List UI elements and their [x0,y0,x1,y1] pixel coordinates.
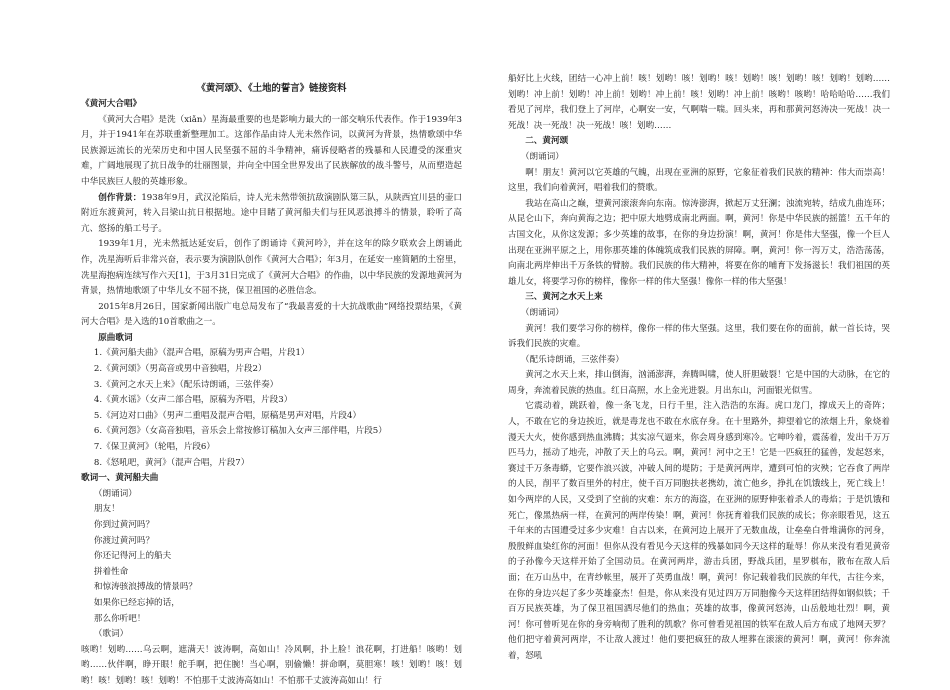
verse-line: 你到过黄河吗？ [93,520,155,531]
list-item: 3.《黄河之水天上来》（配乐诗朗诵，三弦伴奏） [93,379,279,390]
music-note: （配乐诗朗诵，三弦伴奏） [520,354,625,365]
verse-line: 和惊涛骇浪搏战的情景吗？ [93,582,198,593]
paragraph-ode-intro: 啊！朋友！黄河以它英雄的气魄，出现在亚洲的原野，它象征着我们民族的精神：伟大而崇高！这里，我们向着黄河，唱着我们的赞歌。 [508,167,890,194]
section-heading-heaven: 三、黄河之水天上来 [525,292,603,303]
recitation-note: （朗诵词） [520,307,564,318]
recitation-note: （朗诵词） [520,151,564,162]
verse-line: 如果你已经忘掉的话， [93,597,180,608]
paragraph-composition: 1939年1月，光未然抵达延安后，创作了朗诵诗《黄河吟》，并在这年的除夕联欢会上朗诵此作，冼星海听后非常兴奋，表示要为演剧队创作《黄河大合唱》；年3月，在延安一座简陋的土窑里，冼星海抱病连续写作六天[1]，于3月31日完成了《黄河大合唱》的作曲，以中华民族的发源地黄河为背景，热情地歌颂了中华儿女不屈不挠，保卫祖国的必胜信念。 [81,239,462,297]
paragraph-2015: 2015年8月26日，国家新闻出版广电总局发布了“我最喜爱的十大抗战歌曲”网络投票结果，《黄河大合唱》是入选的10首歌曲之一。 [81,301,462,328]
paragraph-ode-lyrics: 我站在高山之巅，望黄河滚滚奔向东南。惊涛澎湃，掀起万丈狂澜；浊流宛转，结成九曲连环；从昆仑山下，奔向黄海之边；把中原大地劈成南北两面。啊，黄河！你是中华民族的摇篮！五千年的古国文化，从你这发源；多少英雄的故事，在你的身边扮演！啊，黄河！你是伟大坚强，像一个巨人出现在亚洲平原之上，用你那英雄的体魄筑成我们民族的屏障。啊，黄河！你一泻万丈，浩浩荡荡，向南北两岸伸出千万条铁的臂膀。我们民族的伟大精神，将要在你的哺育下发扬滋长！我们祖国的英雄儿女，将要学习你的榜样，像你一样的伟大坚强！像你一样的伟大坚强！ [508,198,890,287]
section-heading-lyrics: 原曲歌词 [98,332,133,343]
paragraph-heaven-intro: 黄河！我们要学习你的榜样，像你一样的伟大坚强。这里，我们要在你的面前，献一首长诗，哭诉我们民族的灾难。 [508,323,890,350]
list-item: 1.《黄河船夫曲》（混声合唱，原稿为男声合唱，片段1） [93,348,310,359]
verse-line: 你还记得河上的船夫 [93,551,172,562]
list-item: 5.《河边对口曲》（男声二重唱及混声合唱，原稿是男声对唱，片段4） [93,410,362,421]
paragraph-intro: 《黄河大合唱》是洗（xiǎn）星海最重要的也是影响力最大的一部交响乐代表作。作于1939年3月，并于1941年在苏联重新整理加工。这部作品由诗人光未然作词，以黄河为背景，热情歌颂中华民族源远流长的光荣历史和中国人民坚强不屈的斗争精神，痛诉侵略者的残暴和人民遭受的深重灾难，广阔地展现了抗日战争的壮丽图景，并向全中国全世界发出了民族解放的战斗警号，从而塑造起中华民族巨人般的英雄形象。 [81,114,462,187]
lyrics-note: （歌词） [93,629,129,640]
list-item: 4.《黄水谣》（女声二部合唱，原稿为齐唱，片段3） [93,395,293,406]
section-heading-ode: 二、黄河颂 [525,136,569,147]
verse-line: 拼着性命 [93,566,129,577]
section-heading-boatmen: 歌词一、黄河船夫曲 [81,473,159,484]
right-column [508,72,890,665]
recitation-note: （朗诵词） [93,488,137,499]
background-text: 1938年9月，武汉沦陷后，诗人光未然带领抗敌演剧队第三队，从陕西宜川县的壶口附近东渡黄河，转入吕梁山抗日根据地。途中目睹了黄河船夫们与狂风恶浪搏斗的情景，聆听了高亢、悠扬的船工号子。 [81,192,462,234]
verse-line: 朋友！ [93,504,120,515]
list-item: 6.《黄河怨》（女高音独唱，音乐会上常按修订稿加入女声三部伴唱，片段5） [93,426,387,437]
document-title: 《黄河颂》、《土地的誓言》链接资料 [196,83,347,95]
left-column [81,72,462,690]
paragraph-heaven-1: 黄河之水天上来，排山倒海，汹涌澎湃，奔腾叫啸，使人肝胆破裂！它是中国的大动脉，在它的周身，奔流着民族的热血。红日高照，水上金光进裂。月出东山，河面银光似雪。 [508,370,890,396]
list-item: 7.《保卫黄河》（轮唱，片段6） [93,442,215,453]
background-lead: 创作背景： [98,192,142,203]
list-item: 8.《怒吼吧，黄河》（混声合唱，片段7） [93,457,250,468]
paragraph-heaven-2: 它震动着，跳跃着，像一条飞龙，日行千里，注入浩浩的东海。虎口龙门，撑成天上的奇阵；人，不敢在它的身边挨近，就是毒龙也不敢在水底存身。在十里路外，抑望着它的浓烟上升，象烧着漫天大火，使你感到热血沸腾；其实凉气逼来，你会周身感到寒冷。它呻吟着，震荡着，发出千万万匹马力，摇动了地壳，冲散了天上的乌云。啊，黄河！河中之王！它是一匹疯狂的猛兽，发起怒来，赛过千万条毒蟒，它要作浪兴波，冲破人间的堤防；于是黄河两岸，遭到可怕的灾殃；它吞食了两岸的人民，削平了数百里外的村庄，使千百万同胞扶老携幼，流亡他乡，挣扎在饥饿线上，死亡线上！如今两岸的人民，又受到了空前的灾难：东方的海盗，在亚洲的原野伸张着杀人的毒焰；于是饥饿和死亡，像黑热病一样，在黄河的两岸传染！啊，黄河！你抚育着我们民族的成长；你亲眼看见，这五千年来的古国遭受过多少灾难！自古以来，在黄河边上展开了无数血战，让垒垒白骨堆满你的河身，殷殷鲜血染红你的河面！但你从没有看见今天这样的残暴如同今天这样的耻辱！你从来没有看见黄帝的子孙像今天这样开始了全国动员。在黄河两岸，游击兵团，野战兵团，星罗棋布，散布在敌人后面；在万山丛中，在青纱帐里，展开了英勇血战！啊，黄河！你记载着我们民族的年代，古往今来，在你的身边兴起了多少英雄豪杰！但是，你从来没有见过四万万同胞像今天这样团结得如钢似铁；千百万民族英雄，为了保卫祖国洒尽他们的热血；英雄的故事，像黄河怒涛，山岳般地壮烈！啊，黄河！你可曾听见在你的身旁响彻了胜利的凯歌？你可曾看见祖国的铁军在敌人后方布成了地网天罗？他们把守着黄河两岸，不让敌人渡过！他们要把疯狂的敌人埋葬在滚滚的黄河！啊，黄河！你奔流着，怒吼 [508,401,890,661]
section-heading-cantata: 《黄河大合唱》 [81,98,142,109]
paragraph-boatmen-lyrics-cont: 船好比上火线，团结一心冲上前！咳！划哟！咳！划哟！咳！划哟！咳！划哟！咳！划哟！划哟……划哟！冲上前！划哟！冲上前！划哟！冲上前！咳！划哟！冲上前！咳哟！咳哟！哈哈哈哈……我们看见了河岸，我们登上了河岸，心啊安一安，气啊喘一喘。回头来，再和那黄河怒涛决一死战！决一死战！决一死战！决一死战！咳！划哟…… [508,74,890,131]
paragraph-background [81,191,462,238]
paragraph-boatmen-lyrics: 咳哟！划哟……乌云啊，遮满天！波涛啊，高如山！冷风啊，扑上脸！浪花啊，打进船！咳哟！划哟……伙伴啊，睁开眼！舵手啊，把住腕！当心啊，别偷懒！拼命啊，莫胆寒！咳！划哟！咳！划哟！咳！划哟！咳！划哟！不怕那千丈波涛高如山！不怕那千丈波涛高如山！行 [81,644,462,686]
list-item: 2.《黄河颂》（男高音或男中音独唱，片段2） [93,364,267,375]
verse-line: 那么你听吧！ [93,613,146,624]
verse-line: 你渡过黄河吗？ [93,535,155,546]
